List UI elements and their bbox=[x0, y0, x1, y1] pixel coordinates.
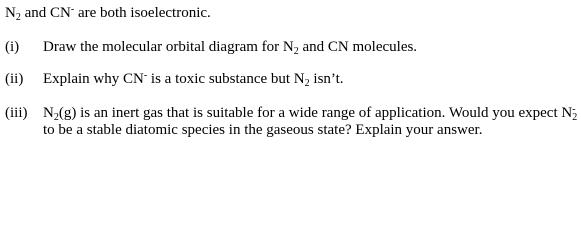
question-number-iii: (iii) bbox=[5, 105, 28, 121]
intro-statement: $N_2$ and CN- are both isoelectronic. bbox=[5, 4, 211, 23]
question-i-text: Draw the molecular orbital diagram for $N_2$ and CN molecules. bbox=[43, 39, 418, 57]
question-ii-text: Explain why CN- is a toxic substance but $N_2$ isn’t. bbox=[43, 70, 344, 89]
question-iii-text-line2: to be a stable diatomic species in the gaseous state? Explain your answer. bbox=[43, 122, 483, 138]
question-number-ii: (ii) bbox=[5, 71, 24, 87]
question-iii-text-line1: $N_2(g)$ is an inert gas that is suitable for a wide range of application. Would you expect $N_2^-$ bbox=[43, 104, 578, 123]
question-number-i: (i) bbox=[5, 39, 20, 55]
